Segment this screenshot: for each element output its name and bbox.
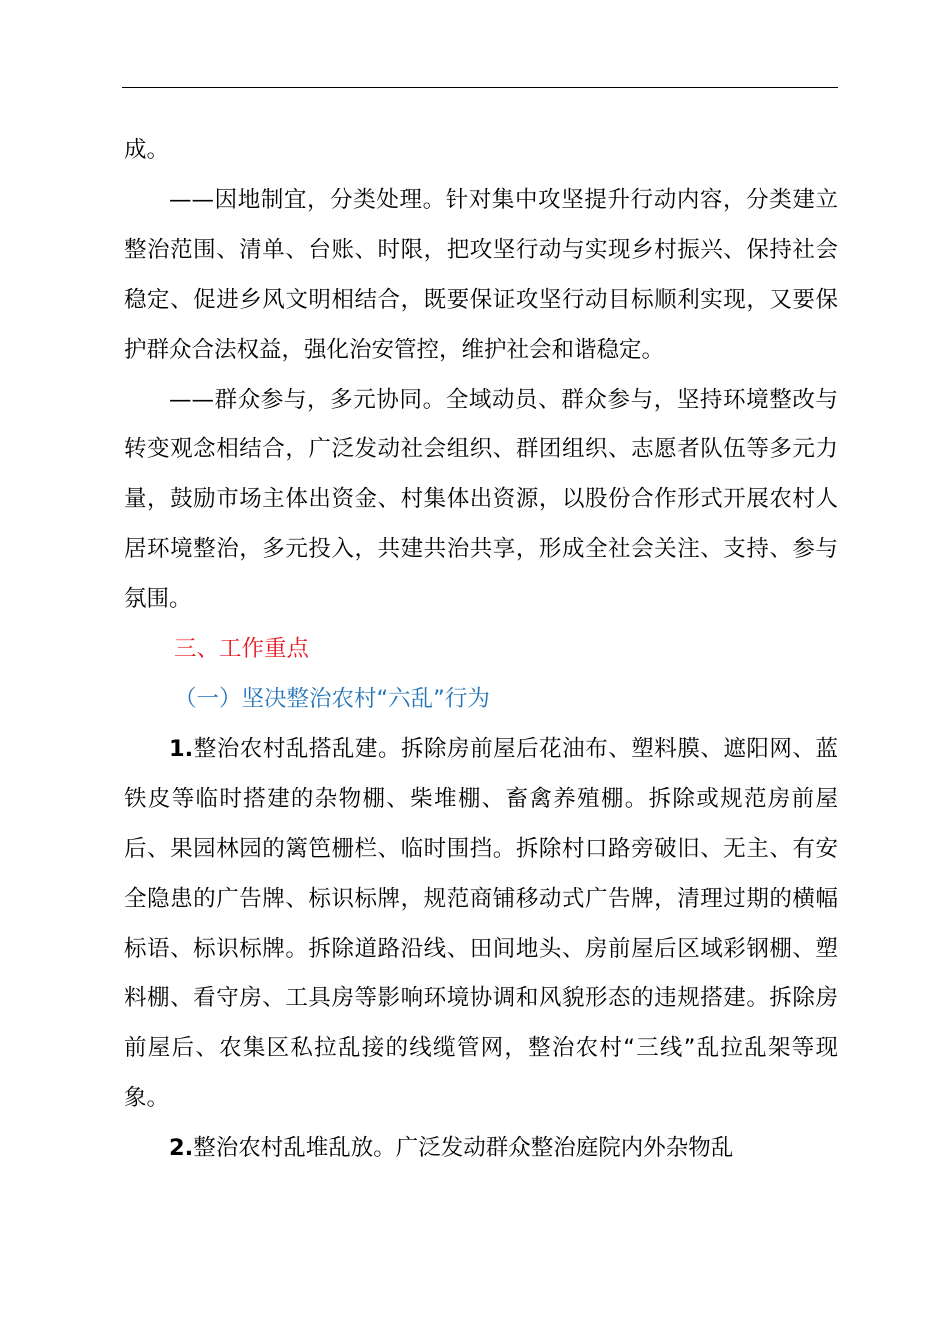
item-2-number: 2. <box>169 1135 194 1162</box>
item-1-number: 1. <box>169 735 194 762</box>
paragraph-principle-local: ——因地制宜，分类处理。针对集中攻坚提升行动内容，分类建立整治范围、清单、台账、时限，把攻坚行动与实现乡村振兴、保持社会稳定、促进乡风文明相结合，既要保证攻坚行动目标顺利实现，又要保护群众合法权益，强化治安管控，维护社会和谐稳定。 <box>124 186 838 363</box>
item-1-paragraph <box>124 725 838 1124</box>
document-body <box>124 126 838 1174</box>
subsection-heading: （一）坚决整治农村“六乱”行为 <box>174 685 490 712</box>
item-2-paragraph <box>124 1124 838 1174</box>
item-2-text: 整治农村乱堆乱放。广泛发动群众整治庭院内外杂物乱 <box>193 1135 734 1162</box>
paragraph-continuation: 成。 <box>124 137 170 163</box>
paragraph-principle-participation: ——群众参与，多元协同。全域动员、群众参与，坚持环境整改与转变观念相结合，广泛发动社会组织、群团组织、志愿者队伍等多元力量，鼓励市场主体出资金、村集体出资源，以股份合作形式开展农村人居环境整治，多元投入，共建共治共享，形成全社会关注、支持、参与氛围。 <box>124 386 838 613</box>
header-rule <box>122 87 838 88</box>
item-1-text: 整治农村乱搭乱建。拆除房前屋后花油布、塑料膜、遮阳网、蓝铁皮等临时搭建的杂物棚、柴堆棚、畜禽养殖棚。拆除或规范房前屋后、果园林园的篱笆栅栏、临时围挡。拆除村口路旁破旧、无主、有安全隐患的广告牌、标识标牌，规范商铺移动式广告牌，清理过期的横幅标语、标识标牌。拆除道路沿线、田间地头、房前屋后区域彩钢棚、塑料棚、看守房、工具房等影响环境协调和风貌形态的违规搭建。拆除房前屋后、农集区私拉乱接的线缆管网，整治农村“三线”乱拉乱架等现象。 <box>124 735 838 1112</box>
section-heading: 三、工作重点 <box>174 636 310 663</box>
